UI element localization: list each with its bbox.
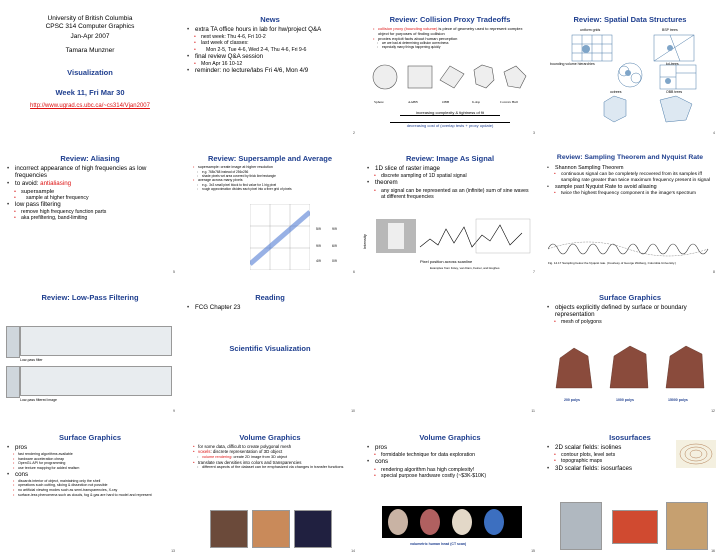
bullet: • use texture mapping for added realism: [6, 466, 174, 471]
bullet-list: [6, 165, 174, 222]
bullet: • rough approximation divides each pixel into a finer grid of pixels: [186, 187, 354, 191]
filter-image-2: [6, 366, 20, 398]
bullet: • mesh of polygons: [546, 319, 714, 325]
bullet: [366, 26, 534, 36]
author-text: Tamara Munzner: [65, 47, 115, 54]
bullet: • Mon 2-5, Tue 4-6, Wed 2-4, Thu 4-6, Fri 9-6: [186, 47, 354, 53]
text: to avoid:: [15, 180, 41, 188]
bullet: • surface-less phenomena such as clouds, fog & gas are hard to model and represent: [6, 493, 174, 498]
page-number: 15: [531, 549, 535, 553]
supersample-grid: [250, 204, 310, 270]
slide-blank: [360, 278, 540, 417]
diagram-label: bounding volume hierarchies: [550, 62, 595, 66]
page-number: 12: [711, 409, 715, 413]
slide-volume-graphics-2: [360, 418, 540, 557]
proxy-label: Convex Hull: [500, 100, 518, 104]
term: collision proxy (bounding volume): [378, 26, 438, 31]
bullet: • last week of classes:: [186, 40, 354, 46]
bullet-list: [186, 165, 354, 191]
proxy-label: OBB: [442, 100, 450, 104]
bullet: • remove high frequency function parts: [6, 209, 174, 215]
slide-title: Review: Collision Proxy Tradeoffs: [389, 15, 511, 24]
credit: Examples from Foley, van Dam, Feiner, and Hughes: [430, 266, 500, 270]
octree-diagram: [600, 92, 700, 128]
bullet: • we are bad at determining collision correctness: [366, 41, 534, 45]
volume-image-3: [294, 510, 332, 548]
filter-label: Low-pass filter: [20, 358, 43, 362]
bullet: • extra TA office hours in lab for hw/project Q&A: [186, 26, 354, 33]
slide-title: Review: Supersample and Average: [207, 154, 333, 163]
slide-news: [180, 0, 360, 139]
mesh-images: [550, 340, 710, 396]
text: : create 2D image from 3D object: [231, 454, 288, 459]
bullet: • cons: [366, 458, 534, 465]
bullet: • final review Q&A session: [186, 53, 354, 60]
term-desc: is piece of geometry used to represent complex object for purposes of finding collision: [378, 26, 523, 36]
bullet: [6, 180, 174, 187]
bullet-list: [546, 165, 714, 197]
bullet: • operations such cutting, slicing & dissection not possible: [6, 483, 174, 488]
page-number: 9: [173, 409, 175, 413]
mesh-caption: 15000 polys: [668, 398, 688, 402]
slide-image-signal: [360, 139, 540, 278]
slide-spatial-ds: [540, 0, 720, 139]
bullet-list: [546, 304, 714, 326]
bullet: • Shannon Sampling Theorem: [546, 165, 714, 171]
slide-title: Surface Graphics: [58, 433, 122, 442]
bullet-list: [186, 304, 354, 312]
slide-title: Volume Graphics: [239, 433, 301, 442]
mesh-caption: 200 polys: [564, 398, 580, 402]
bullet: • pros: [366, 444, 534, 451]
nyquist-plot: [548, 239, 712, 259]
page-number: 16: [711, 549, 715, 553]
page-number: 5: [173, 270, 175, 274]
bullet: • special purpose hardware costly (~$3K-$10K): [366, 473, 534, 479]
bullet: • contour plots, level sets: [546, 452, 714, 458]
bullet: • supersample: create image at higher resolution: [186, 165, 354, 170]
bullet: • aka prefiltering, band-limiting: [6, 215, 174, 221]
slide-surface-graphics-2: [0, 418, 180, 557]
diagram-label: octrees: [610, 90, 622, 94]
grid-value: 9/9: [316, 244, 321, 248]
bullet: • objects explicitly defined by surface or boundary representation: [546, 304, 714, 318]
page-number: 2: [353, 131, 355, 135]
slide-title: [0, 0, 180, 139]
bounding-volume-diagram: [370, 62, 530, 98]
slide-title: Review: Image As Signal: [405, 154, 495, 163]
isosurface-image-3: [666, 502, 708, 550]
bullet: • theorem: [366, 179, 534, 186]
cost-arrow: decreasing cost of (overlap tests + proxy update): [390, 122, 510, 128]
slide-volume-graphics-1: [180, 418, 360, 557]
bullet: • average across many pixels: [186, 178, 354, 183]
bullet: • sample at higher frequency: [6, 195, 174, 201]
slide-title: Volume Graphics: [419, 433, 481, 442]
bullet: • supersample: [6, 189, 174, 195]
slide-title: Review: Aliasing: [60, 154, 120, 163]
slide-reading: [180, 278, 360, 417]
grid-value: 9/9: [332, 227, 337, 231]
term: antialiasing: [40, 180, 72, 188]
diagram-label: OBB trees: [666, 90, 683, 94]
mesh-caption: 1000 polys: [616, 398, 634, 402]
bullet-list: [366, 444, 534, 479]
proxy-label: 6-dop: [472, 100, 481, 104]
page-number: 11: [531, 409, 535, 413]
slide-supersample: [180, 139, 360, 278]
complexity-arrow: increasing complexity & tightness of fit: [400, 110, 500, 116]
bullet-list: [186, 26, 354, 75]
volume-image-2: [252, 510, 290, 548]
slide-title: Isosurfaces: [609, 433, 651, 442]
bullet: • low pass filtering: [6, 201, 174, 208]
bullet: • shade pixels wrt area covered by thick line/rectangle: [186, 174, 354, 178]
bullet: • continuous signal can be completely recovered from its samples iff sampling rate greater than twice maximum frequency present in signal: [546, 172, 714, 184]
text: : discrete representation of 3D object: [210, 449, 283, 455]
bullet: • twice the highest frequency component in the image's spectrum: [546, 191, 714, 197]
slide-isosurfaces: [540, 418, 720, 557]
scanline-plot: [372, 217, 532, 257]
grid-value: 5/9: [316, 227, 321, 231]
term: voxels: [198, 449, 211, 455]
bullet: • cons: [6, 471, 174, 478]
isosurface-image-1: [560, 502, 602, 550]
page-number: 6: [353, 270, 355, 274]
bullet: • translate raw densities into colors and transparencies: [186, 460, 354, 465]
bullet: • reminder: no lecture/labs Fri 4/6, Mon 4/9: [186, 67, 354, 74]
proxy-label: AABB: [408, 100, 418, 104]
bullet: • 1D slice of raster image: [366, 165, 534, 172]
bullet: • formidable technique for data exploration: [366, 452, 534, 458]
bullet-list: [6, 444, 174, 497]
filter-label: Low-pass filtered image: [20, 398, 57, 402]
slide-title: Review: Low-Pass Filtering: [41, 293, 139, 302]
slide-nyquist: [540, 139, 720, 278]
course-text: CPSC 314 Computer Graphics: [45, 23, 135, 30]
slide-title: Reading: [255, 293, 285, 302]
bullet: • next week: Thu 4-6, Fri 10-2: [186, 34, 354, 40]
volume-image-1: [210, 510, 248, 548]
bullet: • Mon Apr 16 10-12: [186, 61, 354, 67]
slide-title: News: [260, 15, 280, 24]
bullet: • FCG Chapter 23: [186, 304, 354, 311]
slide-lowpass: [0, 278, 180, 417]
y-axis-label: Intensity: [362, 234, 367, 249]
bullet: • pros: [6, 444, 174, 451]
topic-text: Visualization: [67, 68, 113, 77]
bullet: • e.g.. 3x3 small pixel block to find value for 1 big pixel: [186, 183, 354, 187]
image-caption: volumetric human head (CT scan): [410, 542, 467, 546]
section-heading: Scientific Visualization: [229, 344, 311, 353]
bullet: • discrete sampling of 1D spatial signal: [366, 173, 534, 179]
bullet: • 2D scalar fields: isolines: [546, 444, 714, 451]
diagram-label: BSP trees: [662, 28, 678, 32]
contour-map: [676, 440, 716, 468]
slide-title: Surface Graphics: [598, 293, 662, 302]
page-number: 7: [533, 270, 535, 274]
page-number: 4: [713, 131, 715, 135]
bullet: • topographic maps: [546, 458, 714, 464]
grid-value: 6/9: [332, 244, 337, 248]
bullet: • discards interior of object, maintaining only the shell: [6, 479, 174, 484]
bullet: • especially many things happening quickly: [366, 45, 534, 49]
term-text: Jan-Apr 2007: [70, 33, 110, 40]
bullet: • any signal can be represented as an (infinite) sum of sine waves at different frequencies: [366, 188, 534, 200]
filter-image-1: [6, 326, 20, 358]
page-number: 13: [171, 549, 175, 553]
page-number: 10: [351, 409, 355, 413]
grid-value: 4/9: [316, 259, 321, 263]
x-axis-label: Pixel position across scanline: [420, 259, 473, 264]
slide-title: Review: Sampling Theorem and Nyquist Rate: [556, 154, 704, 161]
proxy-label: Sphere: [374, 100, 384, 104]
grid-value: 0/9: [332, 259, 337, 263]
bullet: • incorrect appearance of high frequencies as low frequencies: [6, 165, 174, 179]
page-number: 3: [533, 131, 535, 135]
slide-title: Review: Spatial Data Structures: [573, 15, 687, 24]
bullet-list: [366, 165, 534, 200]
term: volume rendering: [202, 454, 232, 459]
bullet: • rendering algorithm has high complexity!: [366, 467, 534, 473]
bullet-list: [186, 444, 354, 470]
bullet: • sample past Nyquist Rate to avoid aliasing: [546, 184, 714, 190]
bullet: • OpenGL API for programming: [6, 461, 174, 466]
ct-head-images: [382, 506, 522, 538]
filter-plot-1: [20, 326, 172, 356]
slide-collision-proxy: [360, 0, 540, 139]
bullet-list: [366, 26, 534, 49]
page-number: 14: [351, 549, 355, 553]
course-url-link[interactable]: http://www.ugrad.cs.ubc.ca/~cs314/Vjan2007: [30, 103, 150, 109]
page-number: 8: [713, 270, 715, 274]
bullet: • no artificial viewing modes such as semi-transparencies, X-ray: [6, 488, 174, 493]
university-text: University of British Columbia: [47, 15, 133, 22]
bullet: • 3D scalar fields: isosurfaces: [546, 465, 714, 472]
diagram-label: kd-trees: [666, 62, 679, 66]
diagram-label: uniform grids: [580, 28, 601, 32]
week-text: Week 11, Fri Mar 30: [55, 88, 125, 97]
bullet: • fast rendering algorithms available: [6, 452, 174, 457]
slide-aliasing: [0, 139, 180, 278]
figure-caption: Fig. 14.17 Sampling below the Nyquist rate. (Courtesy of George Wolberg, Columbia University.): [548, 261, 676, 265]
bullet: • hardware acceleration cheap: [6, 457, 174, 462]
bullet: • proxies exploit facts about human perception: [366, 36, 534, 41]
slide-surface-graphics-1: [540, 278, 720, 417]
isosurface-image-2: [612, 510, 658, 544]
bullet: • for some data, difficult to create polygonal mesh: [186, 444, 354, 449]
bullet: • e.g. 768x768 instead of 256x256: [186, 170, 354, 174]
bullet: • different aspects of the dataset can be emphasized via changes in transfer functions: [186, 465, 354, 470]
filter-plot-2: [20, 366, 172, 396]
